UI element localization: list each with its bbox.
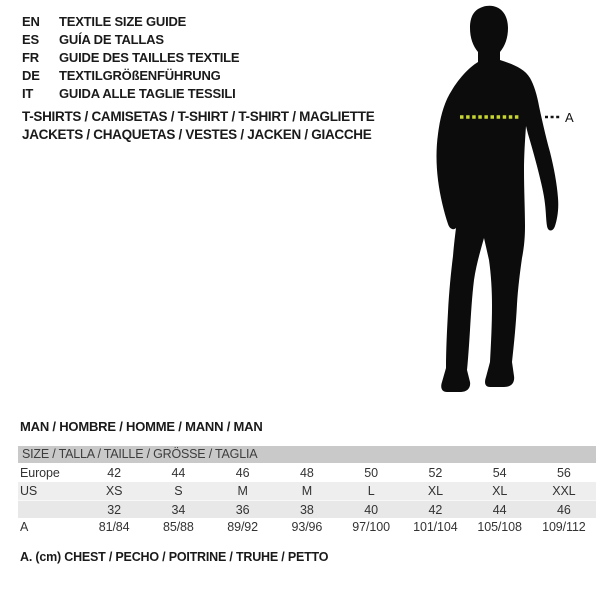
table-cell: L: [367, 484, 375, 498]
table-cell: 52: [428, 466, 443, 480]
row-label: US: [20, 484, 38, 498]
measurement-figure: [418, 0, 578, 400]
man-silhouette-shape: [437, 6, 559, 392]
table-row-chest-a: [18, 518, 596, 536]
table-cell: 89/92: [227, 520, 259, 534]
table-row-us-numeric: [18, 500, 596, 518]
table-cell: 36: [235, 503, 250, 517]
guide-title: TEXTILE SIZE GUIDE: [59, 14, 187, 29]
table-cell: 48: [300, 466, 314, 480]
table-cell: 54: [492, 466, 507, 480]
language-code: IT: [22, 86, 34, 101]
table-cell: 44: [171, 466, 186, 480]
row-label: A: [20, 520, 29, 534]
guide-title: GUÍA DE TALLAS: [59, 32, 164, 47]
table-header-size: SIZE / TALLA / TAILLE / GRÖSSE / TAGLIA: [18, 446, 596, 463]
table-cell: 97/100: [352, 520, 390, 534]
garment-line-jackets: JACKETS / CHAQUETAS / VESTES / JACKEN / GIACCHE: [22, 127, 372, 142]
table-cell: 109/112: [542, 520, 586, 534]
language-code: FR: [22, 50, 39, 65]
table-cell: XL: [427, 484, 443, 498]
table-cell: XS: [105, 484, 123, 498]
table-cell: 105/108: [477, 520, 522, 534]
list-item: [22, 49, 239, 67]
guide-title: TEXTILGRÖßENFÜHRUNG: [59, 68, 221, 83]
table-cell: 50: [364, 466, 378, 480]
table-cell: 93/96: [291, 520, 323, 534]
section-title-man: MAN / HOMBRE / HOMME / MANN / MAN: [20, 419, 263, 434]
table-cell: 56: [557, 466, 571, 480]
list-item: [22, 31, 239, 49]
table-cell: 40: [364, 503, 378, 517]
table-cell: XL: [492, 484, 508, 498]
list-item: [22, 67, 239, 85]
table-cell: 32: [107, 503, 121, 517]
language-code: DE: [22, 68, 40, 83]
table-cell: 42: [428, 503, 443, 517]
measure-label-a: A: [565, 110, 574, 125]
table-row-us: [18, 482, 596, 500]
table-cell: 85/88: [162, 520, 194, 534]
table-cell: 81/84: [98, 520, 130, 534]
table-cell: XXL: [552, 484, 576, 498]
guide-title: GUIDA ALLE TAGLIE TESSILI: [59, 86, 236, 101]
language-code: EN: [22, 14, 40, 29]
table-row-europe: [18, 464, 596, 482]
table-cell: S: [174, 484, 183, 498]
language-code: ES: [22, 32, 39, 47]
table-cell: M: [301, 484, 313, 498]
table-cell: 42: [107, 466, 121, 480]
garment-categories: [22, 108, 374, 144]
table-cell: M: [237, 484, 248, 498]
man-silhouette: [418, 0, 578, 400]
table-cell: 46: [557, 503, 571, 517]
guide-title: GUIDE DES TAILLES TEXTILE: [59, 50, 240, 65]
language-title-list: [22, 13, 239, 103]
table-cell: 44: [492, 503, 507, 517]
measurement-footnote: A. (cm) CHEST / PECHO / POITRINE / TRUHE / PETTO: [20, 550, 329, 564]
table-cell: 46: [235, 466, 250, 480]
table-cell: 34: [171, 503, 186, 517]
table-cell: 101/104: [413, 520, 458, 534]
list-item: [22, 13, 239, 31]
garment-line-tshirts: T-SHIRTS / CAMISETAS / T-SHIRT / T-SHIRT / MAGLIETTE: [22, 109, 375, 124]
row-label: Europe: [20, 466, 60, 480]
table-cell: 38: [300, 503, 314, 517]
size-table: [18, 446, 596, 536]
list-item: [22, 85, 239, 103]
